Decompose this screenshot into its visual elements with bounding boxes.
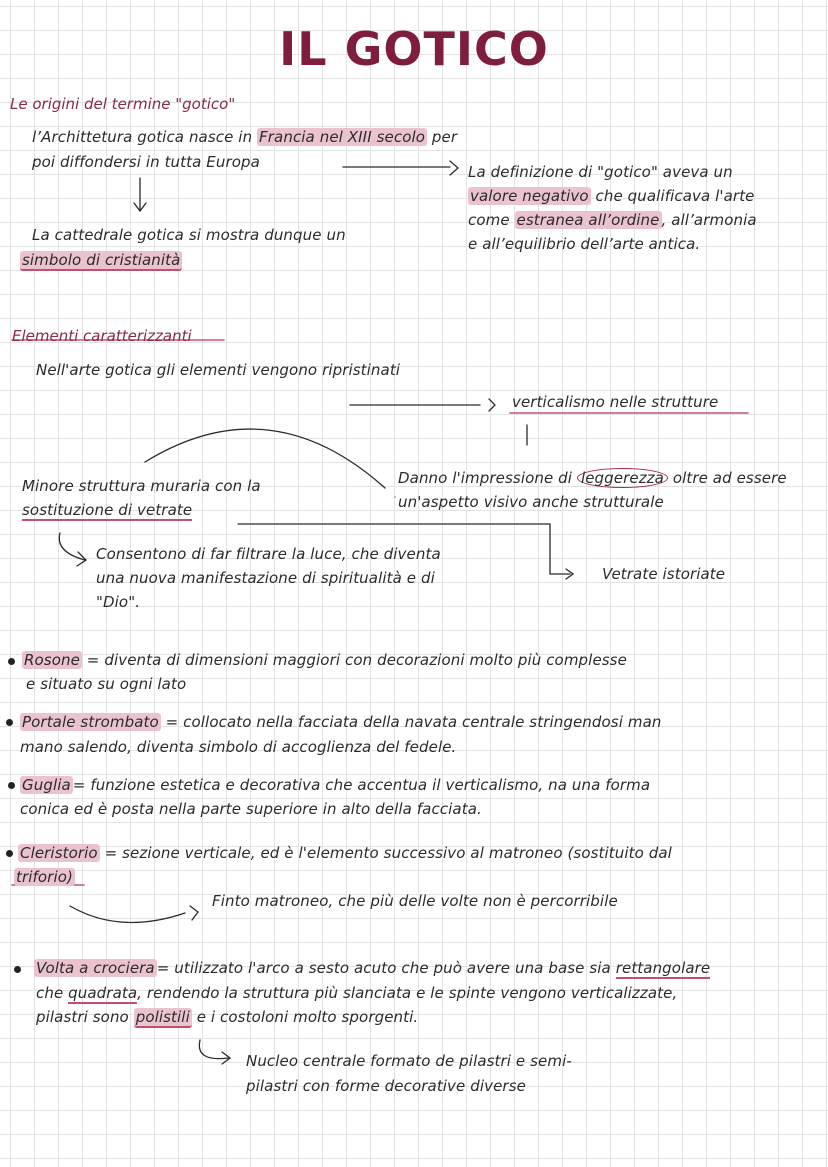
text-segment: = sezione verticale, ed è l'elemento successivo al matroneo (sostituito dal bbox=[99, 844, 672, 862]
bullet-dot bbox=[14, 966, 21, 973]
cleristorio-line-1 bbox=[18, 841, 672, 865]
danno-line-2: un'aspetto visivo anche strutturale bbox=[398, 493, 664, 511]
verticalismo-label: verticalismo nelle strutture bbox=[512, 393, 719, 411]
circled-leggerezza: leggerezza bbox=[577, 468, 668, 488]
muraria-line-1: Minore struttura muraria con la bbox=[22, 477, 261, 495]
vetrate-istoriate: Vetrate istoriate bbox=[602, 565, 726, 583]
underlined-quadrata: quadrata bbox=[68, 984, 138, 1002]
highlight-simbolo: simbolo di cristianità bbox=[22, 251, 181, 269]
page-title: IL GOTICO bbox=[279, 22, 549, 76]
rosone-line-1 bbox=[22, 648, 627, 672]
term-guglia: Guglia bbox=[22, 776, 71, 794]
underlined-vetrate: sostituzione di vetrate bbox=[22, 501, 193, 519]
bullet-dot bbox=[8, 782, 15, 789]
bullet-dot bbox=[8, 658, 15, 665]
highlight-valore-negativo: valore negativo bbox=[470, 187, 589, 205]
muraria-line-2 bbox=[22, 498, 192, 522]
text-segment: = utilizzato l'arco a sesto acuto che può avere una base sia bbox=[156, 959, 616, 977]
cleristorio-line-2 bbox=[14, 865, 75, 889]
text-segment: , rendendo la struttura più slanciata e le spinte vengono verticalizzate, bbox=[137, 984, 678, 1002]
nucleo-line-1: Nucleo centrale formato de pilastri e semi- bbox=[246, 1052, 572, 1070]
volta-line-3 bbox=[36, 1005, 418, 1029]
rosone-line-2: e situato su ogni lato bbox=[26, 675, 187, 693]
luce-line-2: una nuova manifestazione di spiritualità e di bbox=[96, 569, 435, 587]
portale-line-1 bbox=[20, 710, 661, 734]
definizione-line-2 bbox=[468, 184, 755, 208]
section-heading-elementi: Elementi caratterizzanti bbox=[12, 327, 192, 345]
underlined-rettangolare: rettangolare bbox=[615, 959, 711, 977]
text-segment: che bbox=[36, 984, 69, 1002]
elementi-intro: Nell'arte gotica gli elementi vengono ripristinati bbox=[36, 361, 401, 379]
volta-line-2 bbox=[36, 981, 677, 1005]
term-triforio: triforio) bbox=[16, 868, 73, 886]
text-segment: = funzione estetica e decorativa che accentua il verticalismo, na una forma bbox=[72, 776, 651, 794]
cattedrale-line-2 bbox=[20, 248, 182, 272]
text-segment: e i costoloni molto sporgenti. bbox=[191, 1008, 419, 1026]
origini-line-2: poi diffondersi in tutta Europa bbox=[32, 153, 260, 171]
text-segment: l’Archittetura gotica nasce in bbox=[32, 128, 258, 146]
highlight-estranea: estranea all’ordine bbox=[516, 211, 660, 229]
term-rosone: Rosone bbox=[24, 651, 80, 669]
finto-matroneo: Finto matroneo, che più delle volte non è percorribile bbox=[212, 892, 618, 910]
cattedrale-line-1: La cattedrale gotica si mostra dunque un bbox=[32, 226, 346, 244]
section-heading-origini: Le origini del termine "gotico" bbox=[10, 95, 236, 113]
definizione-line-3 bbox=[468, 208, 757, 232]
text-segment: pilastri sono bbox=[36, 1008, 134, 1026]
text-segment: come bbox=[468, 211, 515, 229]
bullet-dot bbox=[6, 719, 13, 726]
text-segment: , all’armonia bbox=[661, 211, 757, 229]
term-cleristorio: Cleristorio bbox=[20, 844, 98, 862]
nucleo-line-2: pilastri con forme decorative diverse bbox=[246, 1077, 526, 1095]
luce-line-3: "Dio". bbox=[96, 593, 141, 611]
term-portale: Portale strombato bbox=[22, 713, 159, 731]
guglia-line-1 bbox=[20, 773, 650, 797]
bullet-dot bbox=[6, 850, 13, 857]
origini-line-1 bbox=[32, 125, 457, 149]
text-segment: = diventa di dimensioni maggiori con decorazioni molto più complesse bbox=[81, 651, 627, 669]
definizione-line-1: La definizione di "gotico" aveva un bbox=[468, 163, 733, 181]
guglia-line-2: conica ed è posta nella parte superiore in alto della facciata. bbox=[20, 800, 482, 818]
definizione-line-4: e all’equilibrio dell’arte antica. bbox=[468, 235, 701, 253]
highlight-polistili: polistili bbox=[135, 1008, 190, 1026]
text-segment: = collocato nella facciata della navata centrale stringendosi man bbox=[160, 713, 662, 731]
text-segment: oltre ad essere bbox=[667, 469, 787, 487]
text-segment: che qualificava l'arte bbox=[590, 187, 755, 205]
danno-line-1 bbox=[398, 466, 787, 490]
volta-line-1 bbox=[34, 956, 710, 980]
luce-line-1: Consentono di far filtrare la luce, che diventa bbox=[96, 545, 441, 563]
highlight-francia: Francia nel XIII secolo bbox=[259, 128, 426, 146]
text-segment: per bbox=[427, 128, 458, 146]
portale-line-2: mano salendo, diventa simbolo di accoglienza del fedele. bbox=[20, 738, 457, 756]
term-volta: Volta a crociera bbox=[36, 959, 155, 977]
text-segment: Danno l'impressione di bbox=[398, 469, 577, 487]
